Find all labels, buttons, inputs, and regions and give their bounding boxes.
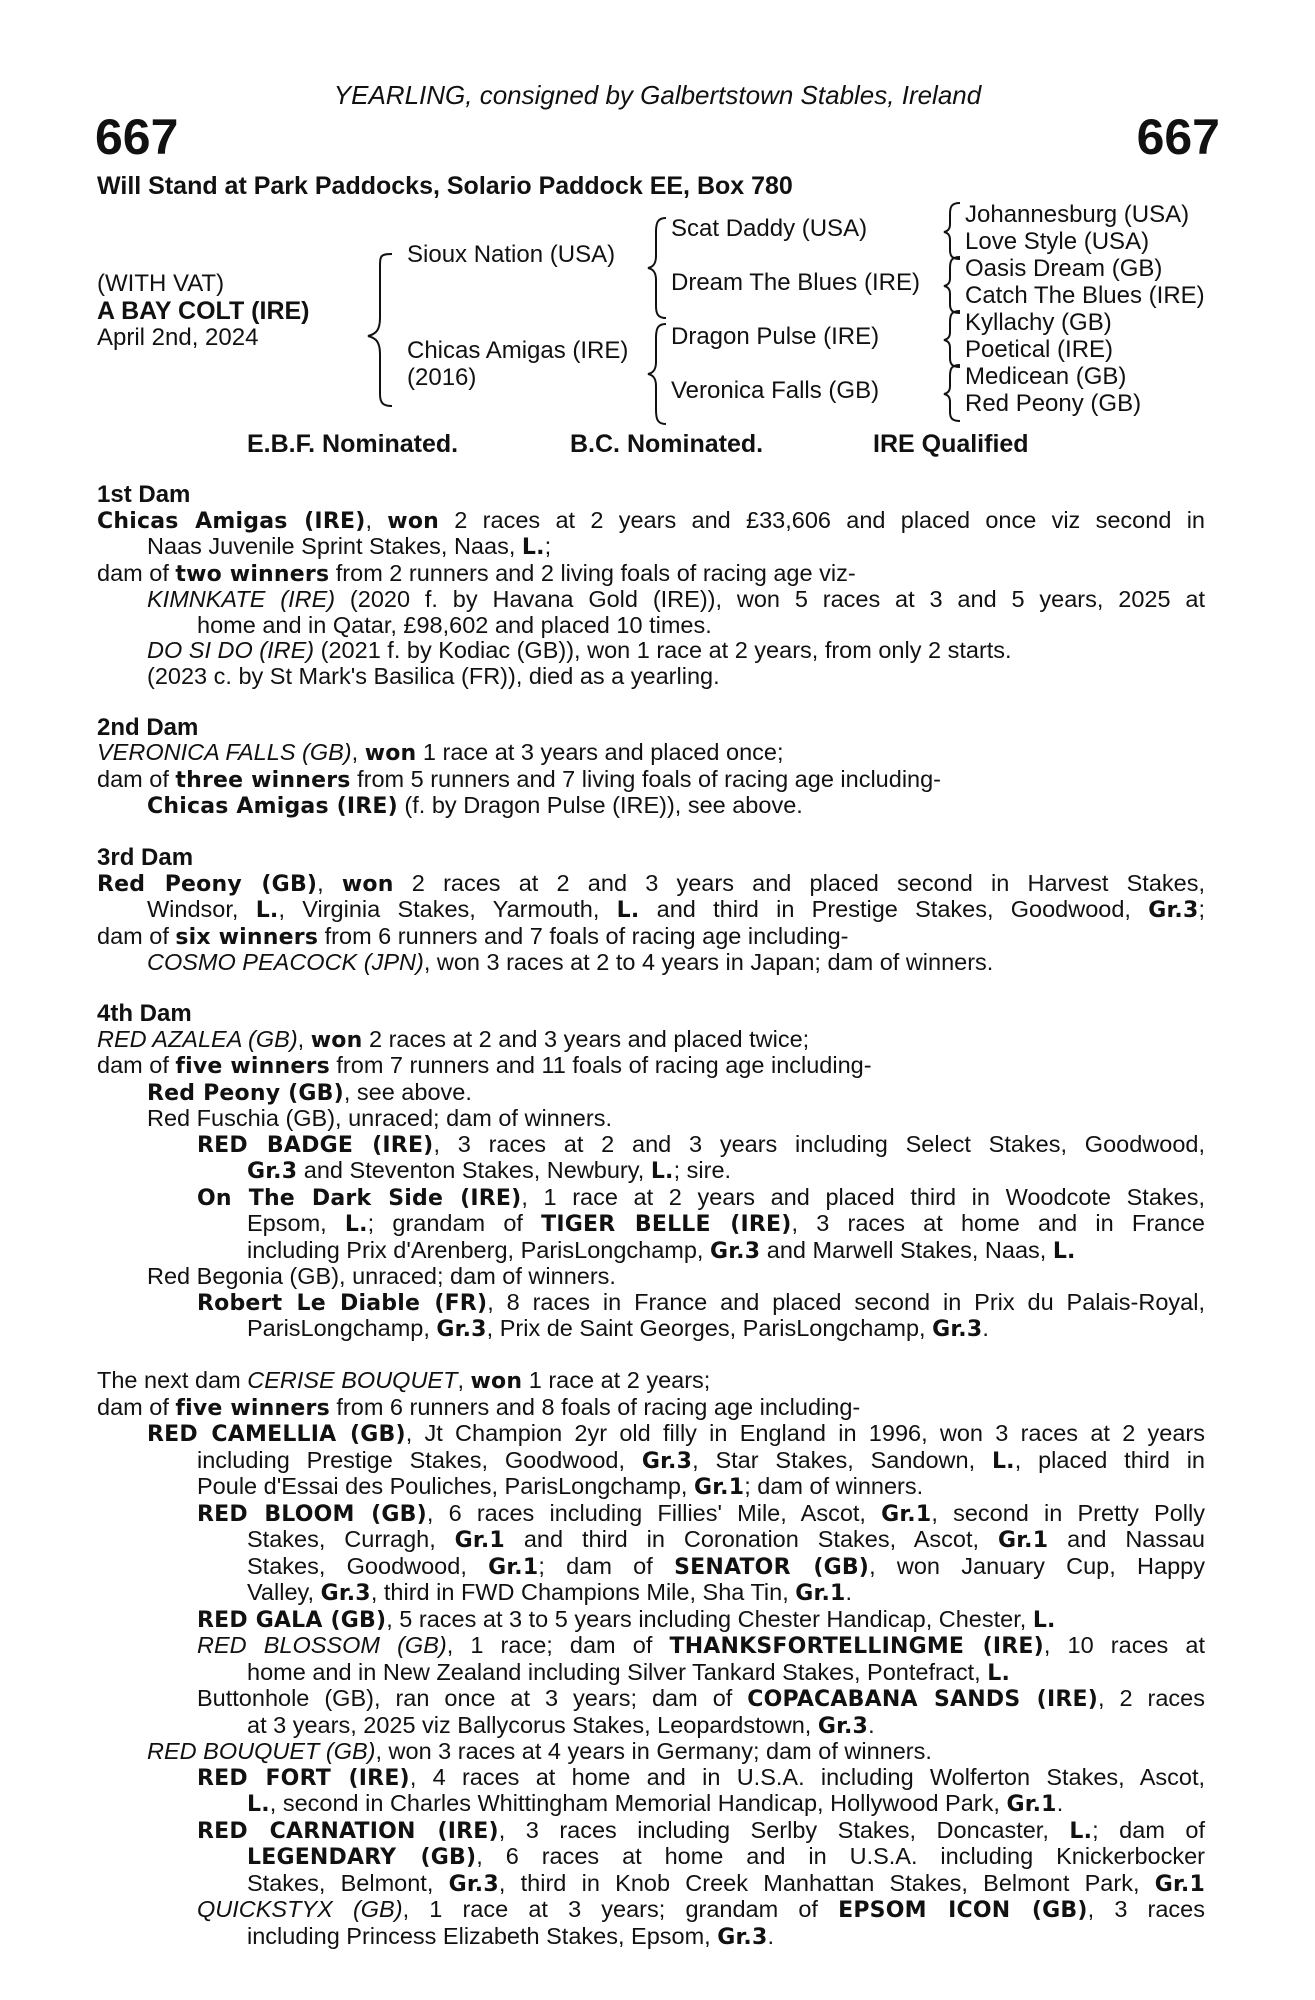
pedigree-line [97, 1395, 1205, 1422]
pedigree-line [97, 1080, 1205, 1107]
text: , 6 races including Fillies' Mile, Ascot, [426, 1499, 882, 1526]
pedigree-line [97, 561, 1205, 588]
text: from 6 runners and 7 foals of racing age including- [318, 922, 849, 949]
pedigree-line [97, 1580, 1205, 1607]
ped-dss: Kyllachy (GB) [965, 309, 1112, 336]
bold-text: won [310, 1027, 363, 1053]
bc-nomination: B.C. Nominated. [570, 430, 764, 458]
italic-text: COSMO PEACOCK (JPN) [147, 949, 424, 975]
text: , Jt Champion 2yr old filly in England in 1996, won 3 races at 2 years [405, 1420, 1205, 1446]
text: Stakes, Belmont, [247, 1869, 449, 1896]
text: , [351, 739, 365, 765]
bold-text: THANKSFORTELLINGME (IRE) [669, 1634, 1044, 1659]
text: home and in New Zealand including Silver Tankard Stakes, Pontefract, [247, 1658, 988, 1685]
bold-text: Gr.1 [795, 1581, 846, 1606]
bold-text: L. [1032, 1607, 1056, 1633]
pedigree-line [97, 638, 1205, 664]
bold-text: Chicas Amigas (IRE) [147, 794, 398, 819]
text: ; dam of [1092, 1816, 1206, 1843]
text: ; sire. [673, 1157, 732, 1183]
text: . [868, 1711, 875, 1738]
text: and Steventon Stakes, Newbury, [297, 1157, 651, 1183]
bold-text: On The Dark Side (IRE) [197, 1185, 522, 1211]
bold-text: Gr.3 [436, 1317, 487, 1342]
bold-text: RED GALA (GB) [197, 1607, 387, 1633]
pedigree-line [97, 950, 1205, 976]
dam-section [97, 1368, 1205, 1950]
ped-sds: Oasis Dream (GB) [965, 255, 1163, 282]
bold-text: L. [1052, 1238, 1076, 1264]
pedigree-line [97, 1765, 1205, 1792]
consignor-line: YEARLING, consigned by Galbertstown Stables, Ireland [333, 80, 982, 110]
italic-text: RED AZALEA (GB) [97, 1025, 298, 1052]
sire: Sioux Nation (USA) [407, 241, 616, 268]
bold-text: Gr.3 [932, 1317, 983, 1342]
bold-text: won [341, 871, 394, 897]
bold-text: five winners [175, 1054, 330, 1079]
text: , 4 races at home and in U.S.A. including Wolferton Stakes, Ascot, [409, 1763, 1205, 1790]
dam-sire: Dragon Pulse (IRE) [671, 323, 880, 350]
pedigree-line [97, 793, 1205, 820]
italic-text: CERISE BOUQUET [247, 1367, 458, 1393]
bold-text: L. [255, 898, 279, 923]
pedigree-line [97, 1739, 1205, 1765]
italic-text: VERONICA FALLS (GB) [97, 739, 352, 765]
text: Red Begonia (GB), unraced; dam of winners. [147, 1263, 616, 1289]
bold-text: Red Peony (GB) [147, 1080, 344, 1106]
text: from 6 runners and 8 foals of racing age including- [329, 1393, 861, 1420]
pedigree-line [97, 1607, 1205, 1634]
text: ; dam of [538, 1552, 675, 1579]
pedigree-line [97, 587, 1205, 613]
italic-text: QUICKSTYX (GB) [197, 1896, 403, 1922]
text: ; dam of winners. [744, 1473, 924, 1499]
pedigree-line [97, 897, 1205, 924]
bold-text: L. [521, 535, 545, 560]
dam-sections [97, 482, 1205, 1976]
bold-text: five winners [175, 1395, 330, 1421]
lot-number-right: 667 [1136, 109, 1220, 165]
text: , 3 races at 2 and 3 years including Select Stakes, Goodwood, [433, 1130, 1205, 1157]
bold-text: Gr.1 [881, 1501, 932, 1527]
bold-text: L. [344, 1212, 368, 1237]
pedigree-line [97, 1106, 1205, 1132]
pedigree-line [97, 1132, 1205, 1159]
pedigree-line [97, 1185, 1205, 1212]
text: Buttonhole (GB), ran once at 3 years; dam of [197, 1685, 748, 1711]
bold-text: TIGER BELLE (IRE) [541, 1212, 792, 1237]
text: Stakes, Goodwood, [247, 1552, 489, 1579]
ped-ssd: Love Style (USA) [965, 228, 1150, 255]
bold-text: L. [991, 1448, 1015, 1474]
ped-dsd: Poetical (IRE) [965, 336, 1114, 363]
text: dam of [97, 559, 176, 586]
pedigree-line [97, 1871, 1205, 1898]
bold-text: six winners [175, 924, 319, 950]
text: , second in Pretty Polly [931, 1499, 1205, 1526]
bold-text: COPACABANA SANDS (IRE) [747, 1687, 1098, 1712]
bold-text: L. [247, 1792, 270, 1817]
text: ; grandam of [367, 1210, 542, 1236]
text: from 5 runners and 7 living foals of racing age including- [350, 765, 941, 792]
text: , [457, 1367, 471, 1393]
text: , 2 races [1097, 1685, 1205, 1711]
italic-text: RED BOUQUET (GB) [147, 1738, 376, 1764]
bold-text: RED CARNATION (IRE) [197, 1818, 499, 1844]
dam-section [97, 482, 1205, 689]
text: , 10 races at [1043, 1632, 1205, 1658]
text: Epsom, [247, 1210, 345, 1236]
text: , [317, 869, 342, 896]
pedigree-line [97, 1053, 1205, 1080]
text: and Marwell Stakes, Naas, [760, 1236, 1053, 1263]
dam-heading: 1st Dam [97, 481, 191, 508]
text: , won 3 races at 2 to 4 years in Japan; dam of winners. [423, 949, 994, 975]
text: , [297, 1025, 311, 1052]
text: (2023 c. by St Mark's Basilica (FR)), died as a yearling. [147, 662, 720, 689]
text: ; [544, 533, 552, 559]
pedigree-line [97, 508, 1205, 535]
pedigree-line [97, 871, 1205, 898]
text: ParisLongchamp, [247, 1315, 437, 1341]
text: and Nassau [1048, 1526, 1206, 1552]
pedigree-line [97, 1527, 1205, 1554]
text: , won 3 races at 4 years in Germany; dam of winners. [375, 1738, 932, 1764]
bold-text: Gr.1 [1154, 1871, 1205, 1897]
foaling-date: April 2nd, 2024 [97, 324, 259, 351]
text: , 1 race at 2 years and placed third in Woodcote Stakes, [521, 1183, 1205, 1210]
text: . [1056, 1790, 1064, 1816]
bold-text: Chicas Amigas (IRE) [97, 508, 366, 534]
bold-text: Gr.1 [998, 1528, 1049, 1553]
bold-text: Gr.3 [710, 1238, 761, 1264]
text: including Princess Elizabeth Stakes, Epsom, [247, 1922, 718, 1949]
text: , 3 races [1087, 1896, 1206, 1922]
text: , 3 races including Serlby Stakes, Doncaster, [498, 1816, 1070, 1843]
bold-text: Gr.3 [320, 1581, 371, 1606]
stand-location: Will Stand at Park Paddocks, Solario Paddock EE, Box 780 [97, 172, 793, 200]
bold-text: L. [650, 1159, 674, 1184]
text: . [845, 1579, 853, 1605]
text: . [767, 1922, 775, 1949]
bold-text: EPSOM ICON (GB) [838, 1898, 1088, 1923]
italic-text: KIMNKATE (IRE) [147, 586, 336, 612]
text: Poule d'Essai des Pouliches, ParisLongchamp, [197, 1473, 694, 1499]
text: , placed third in [1014, 1446, 1206, 1473]
bold-text: Gr.3 [641, 1448, 693, 1474]
text: (2021 f. by Kodiac (GB)), won 1 race at 2 years, from only 2 starts. [314, 637, 1012, 663]
text: and third in Coronation Stakes, Ascot, [504, 1526, 998, 1552]
text: at 3 years, 2025 viz Ballycorus Stakes, Leopardstown, [247, 1711, 818, 1738]
bold-text: RED BADGE (IRE) [197, 1132, 434, 1158]
text: including Prix d'Arenberg, ParisLongchamp, [247, 1236, 710, 1263]
text: from 2 runners and 2 living foals of racing age viz- [329, 559, 856, 586]
text: dam of [97, 765, 176, 792]
pedigree-line [97, 1501, 1205, 1528]
bold-text: L. [987, 1660, 1011, 1686]
pedigree-line [97, 613, 1205, 639]
bold-text: Red Peony (GB) [97, 871, 318, 897]
horse-name: A BAY COLT (IRE) [97, 297, 310, 325]
pedigree-line [97, 1844, 1205, 1871]
bold-text: RED FORT (IRE) [197, 1765, 410, 1791]
bold-text: Gr.1 [454, 1528, 505, 1553]
bold-text: RED BLOOM (GB) [197, 1501, 427, 1527]
text: 1 race at 3 years and placed once; [416, 739, 784, 765]
pedigree-line [97, 1368, 1205, 1395]
pedigree-line [97, 1554, 1205, 1581]
pedigree-line [97, 1290, 1205, 1317]
bold-text: Gr.3 [817, 1713, 869, 1739]
pedigree-line [97, 1633, 1205, 1660]
dam-heading: 3rd Dam [97, 844, 194, 871]
text: Stakes, Curragh, [247, 1526, 455, 1552]
ped-sss: Johannesburg (USA) [965, 201, 1190, 228]
ped-ddd: Red Peony (GB) [965, 390, 1142, 417]
pedigree-line [97, 1897, 1205, 1924]
text: , Star Stakes, Sandown, [692, 1446, 992, 1473]
ebf-nomination: E.B.F. Nominated. [247, 430, 459, 458]
pedigree-line [97, 1924, 1205, 1951]
bold-text: Gr.1 [693, 1475, 745, 1500]
lot-number-left: 667 [95, 109, 179, 165]
bold-text: L. [616, 898, 640, 923]
text: Naas Juvenile Sprint Stakes, Naas, [147, 533, 522, 559]
dam-section [97, 715, 1205, 820]
text: Red Fuschia (GB), unraced; dam of winners. [147, 1105, 612, 1131]
pedigree-line [97, 924, 1205, 951]
bold-text: Gr.3 [247, 1159, 298, 1184]
pedigree-line [97, 1791, 1205, 1818]
text: Windsor, [147, 896, 256, 922]
pedigree-line [97, 1211, 1205, 1238]
bold-text: LEGENDARY (GB) [247, 1845, 477, 1870]
text: , Prix de Saint Georges, ParisLongchamp, [486, 1315, 933, 1341]
pedigree-line [97, 1818, 1205, 1845]
bold-text: won [387, 508, 439, 534]
ped-dds: Medicean (GB) [965, 363, 1127, 390]
pedigree-line [97, 1713, 1205, 1740]
pedigree-line [97, 1264, 1205, 1290]
bold-text: Gr.1 [1006, 1792, 1057, 1817]
bold-text: Gr.3 [717, 1924, 768, 1950]
ped-sdd: Catch The Blues (IRE) [965, 282, 1205, 309]
bold-text: three winners [175, 767, 351, 793]
text: (f. by Dragon Pulse (IRE)), see above. [397, 792, 803, 818]
dam-heading: 4th Dam [97, 1000, 192, 1027]
pedigree-line [97, 1686, 1205, 1713]
dam-section [97, 1001, 1205, 1343]
bold-text: L. [1069, 1818, 1093, 1844]
text: , third in Knob Creek Manhattan Stakes, Belmont Park, [498, 1869, 1155, 1896]
pedigree-line [97, 1421, 1205, 1448]
text: , 1 race at 3 years; grandam of [402, 1896, 839, 1922]
dam-dam: Veronica Falls (GB) [671, 377, 880, 404]
bold-text: RED CAMELLIA (GB) [147, 1422, 406, 1447]
text: 2 races at 2 years and £33,606 and placed once viz second in [439, 506, 1205, 533]
text: , won January Cup, Happy [869, 1552, 1205, 1579]
text: , 1 race; dam of [446, 1632, 670, 1658]
pedigree-line [97, 1027, 1205, 1054]
italic-text: DO SI DO (IRE) [147, 637, 315, 663]
pedigree-line [97, 534, 1205, 561]
text: , [365, 506, 388, 533]
text: 2 races at 2 and 3 years and placed twice; [362, 1025, 810, 1052]
text: , 8 races in France and placed second in Prix du Palais-Royal, [487, 1288, 1205, 1315]
text: , third in FWD Champions Mile, Sha Tin, [370, 1579, 796, 1605]
text: Valley, [247, 1579, 321, 1605]
italic-text: RED BLOSSOM (GB) [197, 1632, 447, 1658]
text: The next dam [97, 1367, 248, 1393]
sire-dam: Dream The Blues (IRE) [671, 269, 920, 296]
text: , 6 races at home and in U.S.A. including Knickerbocker [476, 1843, 1205, 1869]
bold-text: Gr.1 [488, 1554, 539, 1580]
text: and third in Prestige Stakes, Goodwood, [639, 896, 1149, 922]
bold-text: Gr.3 [1148, 898, 1199, 923]
bold-text: Gr.3 [448, 1871, 499, 1897]
text: , 5 races at 3 to 5 years including Chester Handicap, Chester, [386, 1605, 1033, 1632]
bold-text: won [364, 741, 417, 766]
text: , Virginia Stakes, Yarmouth, [278, 896, 617, 922]
text: from 7 runners and 11 foals of racing age including- [329, 1052, 872, 1078]
bold-text: two winners [175, 561, 330, 587]
vat-label: (WITH VAT) [97, 270, 225, 297]
text: 1 race at 2 years; [522, 1367, 711, 1393]
pedigree-line [97, 664, 1205, 690]
text: . [982, 1315, 989, 1341]
pedigree-line [97, 1448, 1205, 1475]
text: ; [1198, 896, 1205, 922]
ire-qualified: IRE Qualified [873, 430, 1029, 458]
text: (2020 f. by Havana Gold (IRE)), won 5 races at 3 and 5 years, 2025 at [335, 586, 1205, 612]
pedigree-line [97, 1474, 1205, 1501]
text: dam of [97, 922, 176, 949]
dam-year: (2016) [407, 364, 477, 391]
pedigree-line [97, 1238, 1205, 1265]
dam-section [97, 845, 1205, 976]
text: , second in Charles Whittingham Memorial Handicap, Hollywood Park, [269, 1790, 1007, 1816]
text: home and in Qatar, £98,602 and placed 10 times. [197, 611, 712, 638]
pedigree-line [97, 1158, 1205, 1185]
pedigree-line [97, 767, 1205, 794]
text: dam of [97, 1393, 176, 1420]
pedigree-line [97, 1316, 1205, 1343]
sire-sire: Scat Daddy (USA) [671, 215, 868, 242]
dam-heading: 2nd Dam [97, 713, 199, 741]
text: 2 races at 2 and 3 years and placed second in Harvest Stakes, [393, 869, 1206, 896]
text: , see above. [343, 1078, 472, 1105]
text: , 3 races at home and in France [791, 1210, 1205, 1236]
bold-text: Robert Le Diable (FR) [197, 1290, 488, 1316]
text: including Prestige Stakes, Goodwood, [197, 1446, 642, 1473]
bold-text: won [470, 1369, 523, 1394]
bold-text: SENATOR (GB) [674, 1554, 870, 1580]
text: dam of [97, 1052, 176, 1078]
pedigree-line [97, 740, 1205, 767]
pedigree-line [97, 1660, 1205, 1687]
dam: Chicas Amigas (IRE) [407, 337, 629, 364]
